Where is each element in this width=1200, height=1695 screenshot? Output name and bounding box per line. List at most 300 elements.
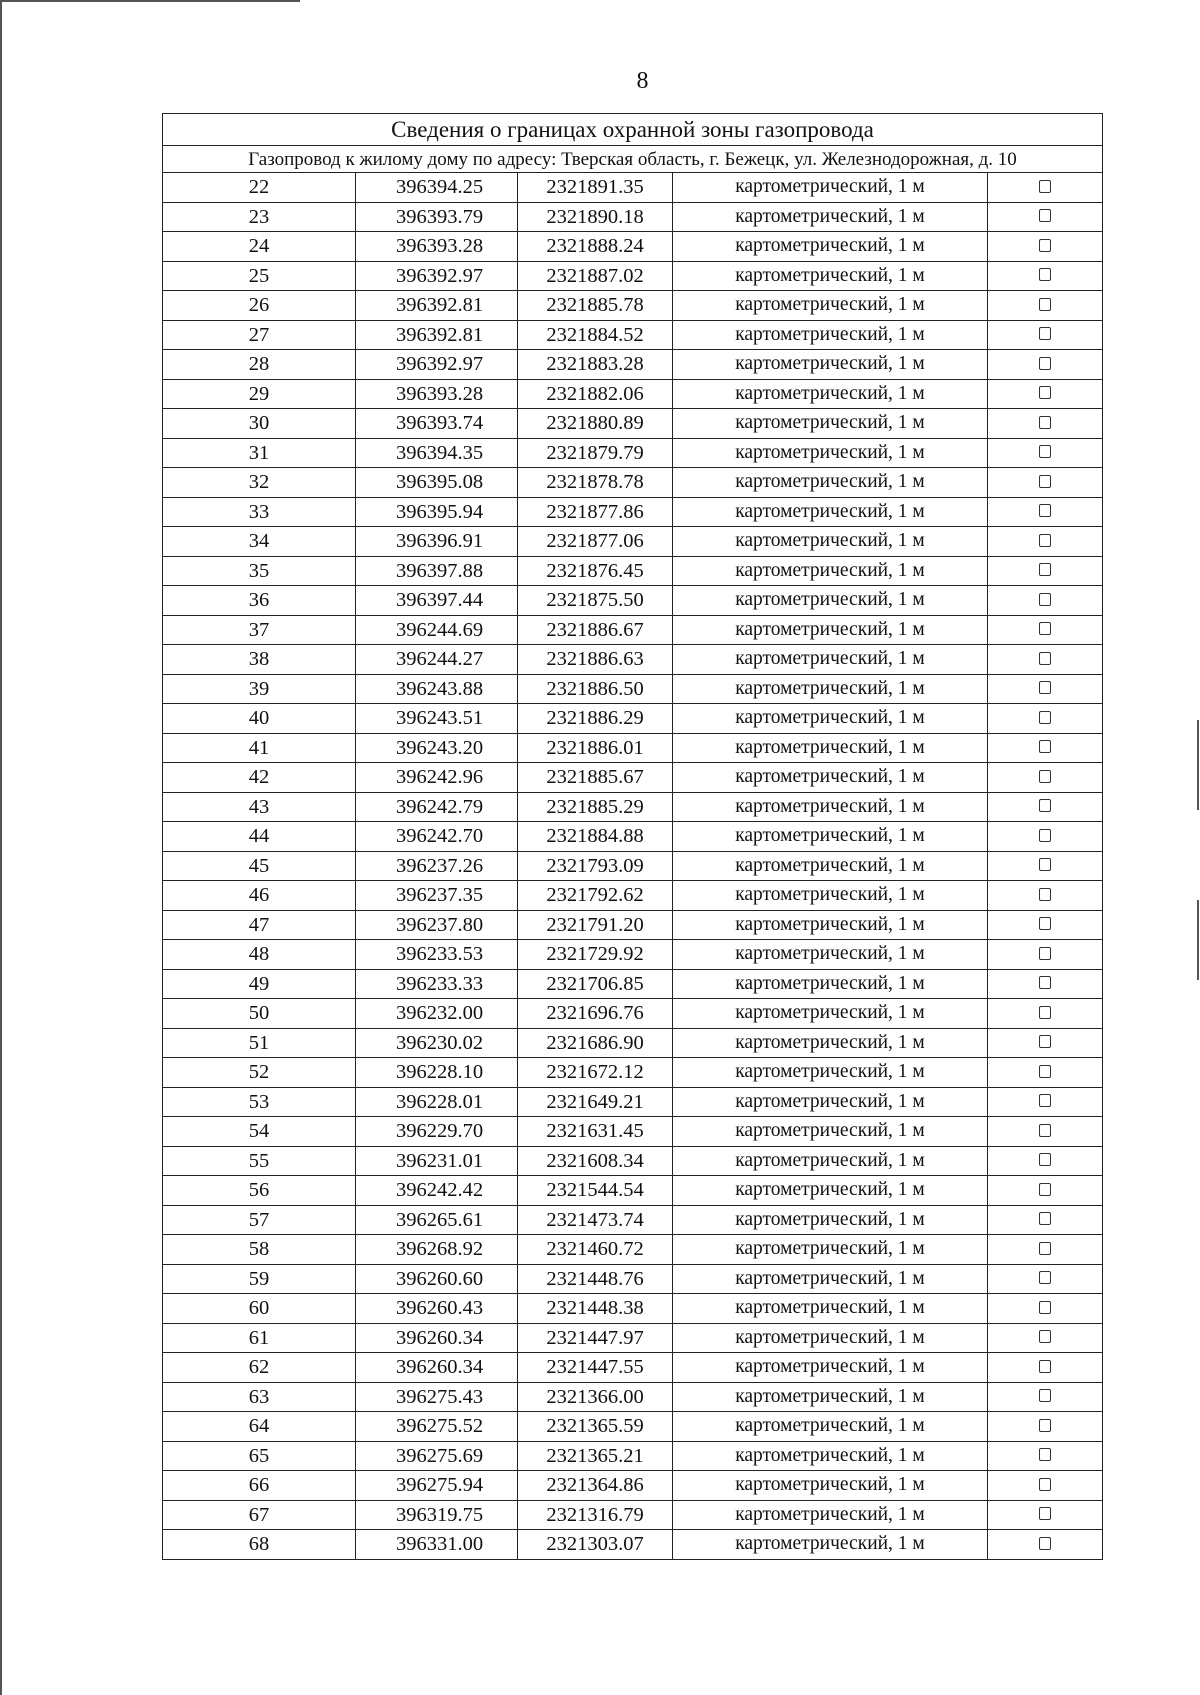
x-coordinate-cell: 396242.96 (356, 763, 518, 793)
checkbox-icon (1039, 416, 1051, 429)
checkbox-cell (988, 1382, 1103, 1412)
point-number-cell: 56 (163, 1176, 356, 1206)
y-coordinate-cell: 2321792.62 (518, 881, 673, 911)
y-coordinate-cell: 2321879.79 (518, 438, 673, 468)
checkbox-icon (1039, 1242, 1051, 1255)
checkbox-icon (1039, 799, 1051, 812)
x-coordinate-cell: 396233.53 (356, 940, 518, 970)
checkbox-icon (1039, 976, 1051, 989)
point-number-cell: 31 (163, 438, 356, 468)
checkbox-icon (1039, 1448, 1051, 1461)
method-cell: картометрический, 1 м (673, 1530, 988, 1560)
method-cell: картометрический, 1 м (673, 822, 988, 852)
point-number-cell: 25 (163, 261, 356, 291)
table-row (163, 615, 1103, 645)
x-coordinate-cell: 396228.01 (356, 1087, 518, 1117)
checkbox-cell (988, 232, 1103, 262)
y-coordinate-cell: 2321885.67 (518, 763, 673, 793)
point-number-cell: 53 (163, 1087, 356, 1117)
checkbox-icon (1039, 1330, 1051, 1343)
x-coordinate-cell: 396275.69 (356, 1441, 518, 1471)
checkbox-icon (1039, 1507, 1051, 1520)
checkbox-cell (988, 940, 1103, 970)
x-coordinate-cell: 396394.25 (356, 173, 518, 203)
checkbox-icon (1039, 1035, 1051, 1048)
method-cell: картометрический, 1 м (673, 763, 988, 793)
y-coordinate-cell: 2321364.86 (518, 1471, 673, 1501)
y-coordinate-cell: 2321303.07 (518, 1530, 673, 1560)
checkbox-icon (1039, 1537, 1051, 1550)
checkbox-cell (988, 1500, 1103, 1530)
method-cell: картометрический, 1 м (673, 1028, 988, 1058)
point-number-cell: 37 (163, 615, 356, 645)
point-number-cell: 49 (163, 969, 356, 999)
table-row (163, 438, 1103, 468)
y-coordinate-cell: 2321448.76 (518, 1264, 673, 1294)
x-coordinate-cell: 396393.28 (356, 379, 518, 409)
y-coordinate-cell: 2321460.72 (518, 1235, 673, 1265)
table-row (163, 940, 1103, 970)
point-number-cell: 62 (163, 1353, 356, 1383)
table-row (163, 1235, 1103, 1265)
x-coordinate-cell: 396243.51 (356, 704, 518, 734)
y-coordinate-cell: 2321886.29 (518, 704, 673, 734)
checkbox-cell (988, 379, 1103, 409)
y-coordinate-cell: 2321876.45 (518, 556, 673, 586)
point-number-cell: 60 (163, 1294, 356, 1324)
table-row (163, 822, 1103, 852)
method-cell: картометрический, 1 м (673, 1087, 988, 1117)
method-cell: картометрический, 1 м (673, 1323, 988, 1353)
method-cell: картометрический, 1 м (673, 261, 988, 291)
y-coordinate-cell: 2321880.89 (518, 409, 673, 439)
table-subtitle-row (163, 146, 1103, 173)
checkbox-cell (988, 173, 1103, 203)
x-coordinate-cell: 396230.02 (356, 1028, 518, 1058)
point-number-cell: 46 (163, 881, 356, 911)
table-row (163, 881, 1103, 911)
method-cell: картометрический, 1 м (673, 202, 988, 232)
checkbox-cell (988, 1264, 1103, 1294)
point-number-cell: 35 (163, 556, 356, 586)
table-subtitle: Газопровод к жилому дому по адресу: Тверская область, г. Бежецк, ул. Железнодорожная, д. 10 (163, 146, 1103, 173)
point-number-cell: 39 (163, 674, 356, 704)
point-number-cell: 40 (163, 704, 356, 734)
method-cell: картометрический, 1 м (673, 173, 988, 203)
checkbox-icon (1039, 1419, 1051, 1432)
method-cell: картометрический, 1 м (673, 350, 988, 380)
x-coordinate-cell: 396395.08 (356, 468, 518, 498)
checkbox-icon (1039, 1006, 1051, 1019)
method-cell: картометрический, 1 м (673, 615, 988, 645)
y-coordinate-cell: 2321365.59 (518, 1412, 673, 1442)
checkbox-cell (988, 851, 1103, 881)
method-cell: картометрический, 1 м (673, 645, 988, 675)
checkbox-cell (988, 497, 1103, 527)
method-cell: картометрический, 1 м (673, 1441, 988, 1471)
checkbox-icon (1039, 209, 1051, 222)
method-cell: картометрический, 1 м (673, 1058, 988, 1088)
checkbox-cell (988, 468, 1103, 498)
y-coordinate-cell: 2321877.86 (518, 497, 673, 527)
point-number-cell: 65 (163, 1441, 356, 1471)
checkbox-cell (988, 704, 1103, 734)
y-coordinate-cell: 2321882.06 (518, 379, 673, 409)
x-coordinate-cell: 396331.00 (356, 1530, 518, 1560)
point-number-cell: 44 (163, 822, 356, 852)
checkbox-cell (988, 350, 1103, 380)
checkbox-cell (988, 763, 1103, 793)
x-coordinate-cell: 396396.91 (356, 527, 518, 557)
checkbox-cell (988, 1235, 1103, 1265)
checkbox-cell (988, 910, 1103, 940)
y-coordinate-cell: 2321696.76 (518, 999, 673, 1029)
y-coordinate-cell: 2321886.67 (518, 615, 673, 645)
x-coordinate-cell: 396265.61 (356, 1205, 518, 1235)
checkbox-cell (988, 674, 1103, 704)
table-row (163, 851, 1103, 881)
method-cell: картометрический, 1 м (673, 556, 988, 586)
checkbox-cell (988, 645, 1103, 675)
method-cell: картометрический, 1 м (673, 1205, 988, 1235)
checkbox-cell (988, 556, 1103, 586)
method-cell: картометрический, 1 м (673, 1294, 988, 1324)
x-coordinate-cell: 396394.35 (356, 438, 518, 468)
table-title-row (163, 114, 1103, 146)
x-coordinate-cell: 396260.60 (356, 1264, 518, 1294)
checkbox-cell (988, 881, 1103, 911)
y-coordinate-cell: 2321886.50 (518, 674, 673, 704)
checkbox-icon (1039, 563, 1051, 576)
x-coordinate-cell: 396260.34 (356, 1353, 518, 1383)
table-row (163, 173, 1103, 203)
table-row (163, 733, 1103, 763)
method-cell: картометрический, 1 м (673, 497, 988, 527)
y-coordinate-cell: 2321793.09 (518, 851, 673, 881)
checkbox-cell (988, 792, 1103, 822)
y-coordinate-cell: 2321366.00 (518, 1382, 673, 1412)
checkbox-icon (1039, 239, 1051, 252)
x-coordinate-cell: 396237.80 (356, 910, 518, 940)
point-number-cell: 23 (163, 202, 356, 232)
point-number-cell: 30 (163, 409, 356, 439)
scan-edge-right (1197, 720, 1199, 810)
method-cell: картометрический, 1 м (673, 1264, 988, 1294)
point-number-cell: 57 (163, 1205, 356, 1235)
y-coordinate-cell: 2321473.74 (518, 1205, 673, 1235)
checkbox-cell (988, 1028, 1103, 1058)
checkbox-icon (1039, 327, 1051, 340)
checkbox-icon (1039, 180, 1051, 193)
point-number-cell: 48 (163, 940, 356, 970)
checkbox-icon (1039, 1183, 1051, 1196)
checkbox-cell (988, 1117, 1103, 1147)
y-coordinate-cell: 2321877.06 (518, 527, 673, 557)
point-number-cell: 45 (163, 851, 356, 881)
method-cell: картометрический, 1 м (673, 704, 988, 734)
method-cell: картометрический, 1 м (673, 291, 988, 321)
checkbox-cell (988, 822, 1103, 852)
point-number-cell: 41 (163, 733, 356, 763)
y-coordinate-cell: 2321649.21 (518, 1087, 673, 1117)
checkbox-icon (1039, 858, 1051, 871)
checkbox-cell (988, 733, 1103, 763)
table-row (163, 261, 1103, 291)
point-number-cell: 22 (163, 173, 356, 203)
checkbox-icon (1039, 1301, 1051, 1314)
table-row (163, 409, 1103, 439)
table-row (163, 468, 1103, 498)
y-coordinate-cell: 2321884.52 (518, 320, 673, 350)
point-number-cell: 51 (163, 1028, 356, 1058)
method-cell: картометрический, 1 м (673, 1412, 988, 1442)
checkbox-icon (1039, 740, 1051, 753)
x-coordinate-cell: 396228.10 (356, 1058, 518, 1088)
method-cell: картометрический, 1 м (673, 851, 988, 881)
y-coordinate-cell: 2321365.21 (518, 1441, 673, 1471)
checkbox-cell (988, 291, 1103, 321)
checkbox-icon (1039, 593, 1051, 606)
table-row (163, 497, 1103, 527)
point-number-cell: 59 (163, 1264, 356, 1294)
x-coordinate-cell: 396244.27 (356, 645, 518, 675)
y-coordinate-cell: 2321791.20 (518, 910, 673, 940)
y-coordinate-cell: 2321888.24 (518, 232, 673, 262)
checkbox-icon (1039, 652, 1051, 665)
x-coordinate-cell: 396237.26 (356, 851, 518, 881)
x-coordinate-cell: 396242.79 (356, 792, 518, 822)
table-row (163, 586, 1103, 616)
y-coordinate-cell: 2321672.12 (518, 1058, 673, 1088)
checkbox-cell (988, 527, 1103, 557)
y-coordinate-cell: 2321890.18 (518, 202, 673, 232)
table-row (163, 1205, 1103, 1235)
table-row (163, 1382, 1103, 1412)
point-number-cell: 26 (163, 291, 356, 321)
method-cell: картометрический, 1 м (673, 999, 988, 1029)
checkbox-icon (1039, 829, 1051, 842)
checkbox-cell (988, 1471, 1103, 1501)
x-coordinate-cell: 396260.34 (356, 1323, 518, 1353)
page-number: 8 (636, 68, 649, 94)
y-coordinate-cell: 2321887.02 (518, 261, 673, 291)
table-row (163, 350, 1103, 380)
table-row (163, 1500, 1103, 1530)
y-coordinate-cell: 2321883.28 (518, 350, 673, 380)
method-cell: картометрический, 1 м (673, 586, 988, 616)
checkbox-cell (988, 409, 1103, 439)
checkbox-cell (988, 1353, 1103, 1383)
scan-edge-left (0, 0, 2, 1695)
x-coordinate-cell: 396393.28 (356, 232, 518, 262)
x-coordinate-cell: 396397.88 (356, 556, 518, 586)
point-number-cell: 54 (163, 1117, 356, 1147)
table-row (163, 1353, 1103, 1383)
y-coordinate-cell: 2321631.45 (518, 1117, 673, 1147)
point-number-cell: 43 (163, 792, 356, 822)
point-number-cell: 24 (163, 232, 356, 262)
table-row (163, 527, 1103, 557)
checkbox-icon (1039, 1094, 1051, 1107)
method-cell: картометрический, 1 м (673, 940, 988, 970)
x-coordinate-cell: 396275.94 (356, 1471, 518, 1501)
table-row (163, 1117, 1103, 1147)
method-cell: картометрический, 1 м (673, 792, 988, 822)
checkbox-icon (1039, 947, 1051, 960)
checkbox-icon (1039, 386, 1051, 399)
point-number-cell: 61 (163, 1323, 356, 1353)
x-coordinate-cell: 396392.97 (356, 350, 518, 380)
checkbox-icon (1039, 475, 1051, 488)
point-number-cell: 66 (163, 1471, 356, 1501)
table-row (163, 1530, 1103, 1560)
checkbox-icon (1039, 1153, 1051, 1166)
checkbox-cell (988, 1294, 1103, 1324)
method-cell: картометрический, 1 м (673, 527, 988, 557)
table-row (163, 320, 1103, 350)
checkbox-icon (1039, 622, 1051, 635)
checkbox-icon (1039, 1124, 1051, 1137)
method-cell: картометрический, 1 м (673, 232, 988, 262)
x-coordinate-cell: 396393.74 (356, 409, 518, 439)
checkbox-cell (988, 1441, 1103, 1471)
scan-edge-top (0, 0, 300, 2)
table-row (163, 1087, 1103, 1117)
x-coordinate-cell: 396397.44 (356, 586, 518, 616)
point-number-cell: 64 (163, 1412, 356, 1442)
checkbox-cell (988, 1205, 1103, 1235)
checkbox-icon (1039, 298, 1051, 311)
checkbox-cell (988, 438, 1103, 468)
x-coordinate-cell: 396242.42 (356, 1176, 518, 1206)
checkbox-icon (1039, 534, 1051, 547)
checkbox-cell (988, 261, 1103, 291)
table-row (163, 1323, 1103, 1353)
x-coordinate-cell: 396392.81 (356, 291, 518, 321)
checkbox-icon (1039, 888, 1051, 901)
checkbox-cell (988, 1412, 1103, 1442)
point-number-cell: 33 (163, 497, 356, 527)
x-coordinate-cell: 396242.70 (356, 822, 518, 852)
x-coordinate-cell: 396395.94 (356, 497, 518, 527)
x-coordinate-cell: 396233.33 (356, 969, 518, 999)
point-number-cell: 58 (163, 1235, 356, 1265)
method-cell: картометрический, 1 м (673, 1117, 988, 1147)
y-coordinate-cell: 2321891.35 (518, 173, 673, 203)
x-coordinate-cell: 396392.97 (356, 261, 518, 291)
method-cell: картометрический, 1 м (673, 468, 988, 498)
table-row (163, 232, 1103, 262)
boundary-table-container (162, 113, 1102, 1560)
method-cell: картометрический, 1 м (673, 1176, 988, 1206)
method-cell: картометрический, 1 м (673, 733, 988, 763)
x-coordinate-cell: 396275.52 (356, 1412, 518, 1442)
scan-edge-right-lower (1197, 900, 1199, 980)
checkbox-icon (1039, 357, 1051, 370)
y-coordinate-cell: 2321729.92 (518, 940, 673, 970)
table-row (163, 291, 1103, 321)
point-number-cell: 27 (163, 320, 356, 350)
point-number-cell: 38 (163, 645, 356, 675)
y-coordinate-cell: 2321878.78 (518, 468, 673, 498)
checkbox-icon (1039, 445, 1051, 458)
y-coordinate-cell: 2321884.88 (518, 822, 673, 852)
table-row (163, 999, 1103, 1029)
table-row (163, 1471, 1103, 1501)
y-coordinate-cell: 2321885.29 (518, 792, 673, 822)
point-number-cell: 67 (163, 1500, 356, 1530)
method-cell: картометрический, 1 м (673, 910, 988, 940)
point-number-cell: 50 (163, 999, 356, 1029)
method-cell: картометрический, 1 м (673, 1353, 988, 1383)
table-row (163, 763, 1103, 793)
boundary-table (162, 113, 1103, 1560)
method-cell: картометрический, 1 м (673, 438, 988, 468)
x-coordinate-cell: 396237.35 (356, 881, 518, 911)
y-coordinate-cell: 2321885.78 (518, 291, 673, 321)
method-cell: картометрический, 1 м (673, 1471, 988, 1501)
point-number-cell: 28 (163, 350, 356, 380)
checkbox-cell (988, 320, 1103, 350)
method-cell: картометрический, 1 м (673, 409, 988, 439)
point-number-cell: 34 (163, 527, 356, 557)
checkbox-cell (988, 615, 1103, 645)
table-row (163, 379, 1103, 409)
point-number-cell: 47 (163, 910, 356, 940)
checkbox-cell (988, 969, 1103, 999)
method-cell: картометрический, 1 м (673, 320, 988, 350)
y-coordinate-cell: 2321886.01 (518, 733, 673, 763)
x-coordinate-cell: 396393.79 (356, 202, 518, 232)
point-number-cell: 29 (163, 379, 356, 409)
checkbox-icon (1039, 711, 1051, 724)
table-row (163, 1028, 1103, 1058)
table-row (163, 704, 1103, 734)
point-number-cell: 32 (163, 468, 356, 498)
checkbox-cell (988, 1087, 1103, 1117)
checkbox-cell (988, 1323, 1103, 1353)
x-coordinate-cell: 396392.81 (356, 320, 518, 350)
point-number-cell: 68 (163, 1530, 356, 1560)
table-title: Сведения о границах охранной зоны газопровода (163, 114, 1103, 146)
point-number-cell: 42 (163, 763, 356, 793)
table-row (163, 645, 1103, 675)
table-row (163, 1412, 1103, 1442)
x-coordinate-cell: 396268.92 (356, 1235, 518, 1265)
point-number-cell: 52 (163, 1058, 356, 1088)
table-row (163, 969, 1103, 999)
table-row (163, 910, 1103, 940)
checkbox-icon (1039, 1389, 1051, 1402)
checkbox-icon (1039, 770, 1051, 783)
method-cell: картометрический, 1 м (673, 379, 988, 409)
method-cell: картометрический, 1 м (673, 1146, 988, 1176)
checkbox-icon (1039, 917, 1051, 930)
table-row (163, 792, 1103, 822)
table-row (163, 1058, 1103, 1088)
x-coordinate-cell: 396260.43 (356, 1294, 518, 1324)
method-cell: картометрический, 1 м (673, 969, 988, 999)
y-coordinate-cell: 2321686.90 (518, 1028, 673, 1058)
y-coordinate-cell: 2321544.54 (518, 1176, 673, 1206)
x-coordinate-cell: 396243.88 (356, 674, 518, 704)
checkbox-cell (988, 202, 1103, 232)
x-coordinate-cell: 396275.43 (356, 1382, 518, 1412)
table-row (163, 1441, 1103, 1471)
table-row (163, 1146, 1103, 1176)
method-cell: картометрический, 1 м (673, 674, 988, 704)
table-row (163, 556, 1103, 586)
